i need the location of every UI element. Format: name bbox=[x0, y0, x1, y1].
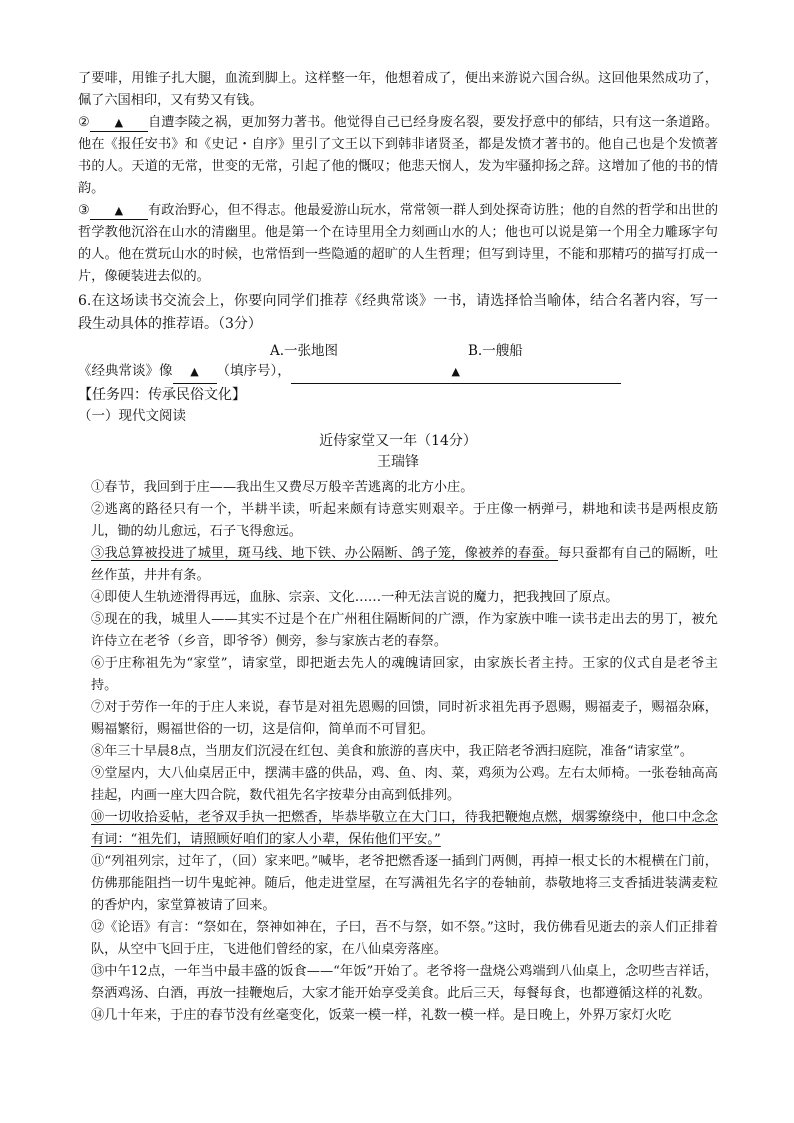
article-title: 近侍家堂又一年（14分） bbox=[319, 433, 477, 449]
paragraph-3-rest: 每只蚕都有自己的隔断，吐丝作茧，井井有条。 bbox=[91, 546, 718, 583]
triangle-icon: ▲ bbox=[451, 365, 460, 378]
paragraph-12: ⑫《论语》有言：“祭如在，祭神如神在，子曰，吾不与祭，如不祭。”这时，我仿佛看见逝去的亲人们正排着队，从空中飞回于庄，飞进他们曾经的家，在八仙桌旁落座。 bbox=[91, 920, 718, 957]
item-2-marker: ② bbox=[78, 115, 90, 130]
answer-blank-2[interactable] bbox=[90, 115, 148, 132]
item-2-text: 自遭李陵之祸，更加努力著书。他觉得自己已经身废名裂，要发抒意中的郁结，只有这一条道路。他在《报任安书》和《史记・自序》里引了文王以下到韩非诸贤圣，都是发愤才著书的。他自己也是个发愤著书的人。天道的无常，世变的无常，引起了他的慨叹；他悲天悯人，发为牢骚抑扬之辞。这增加了他的书的情韵。 bbox=[78, 115, 719, 196]
paragraph-3 bbox=[78, 543, 718, 587]
paragraph-2: ②逃离的路径只有一个，半耕半读，听起来颇有诗意实则艰辛。于庄像一柄弹弓，耕地和读书是两根皮筋儿，锄的幼儿愈远，石子飞得愈远。 bbox=[91, 502, 718, 539]
answer-blank-recommendation[interactable] bbox=[291, 360, 621, 384]
document-page bbox=[78, 68, 718, 1027]
question-6: 6.在这场读书交流会上，你要向同学们推荐《经典常谈》一书，请选择恰当喻体，结合名著内容，写一段生动具体的推荐语。（3分） bbox=[78, 293, 718, 332]
section-heading: （一）现代文阅读 bbox=[78, 408, 186, 424]
paragraph-8: ⑧年三十早晨8点，当朋友们沉浸在红包、美食和旅游的喜庆中，我正陪老爷洒扫庭院，准备“请家堂”。 bbox=[91, 744, 694, 759]
option-a: A.一张地图 bbox=[270, 343, 339, 359]
article-author: 王瑞锋 bbox=[377, 454, 419, 470]
fill-prefix: 《经典常谈》像 bbox=[78, 363, 173, 379]
paragraph-11: ⑪“列祖列宗，过年了，（回）家来吧。”喊毕，老爷把燃香逐一插到门两侧，再掉一根丈长的木棍横在门前，仿佛那能阻挡一切牛鬼蛇神。随后，他走进堂屋，在写满祖先名字的卷轴前，恭敬地将三支香插进装满麦粒的香炉内，家堂算被请了回来。 bbox=[91, 854, 718, 913]
fill-mid: （填序号）， bbox=[216, 363, 291, 379]
paragraph-5: ⑤现在的我，城里人——其实不过是个在广州租住隔断间的广漂，作为家族中唯一读书走出去的男丁，被允许侍立在老爷（乡音，即爷爷）侧旁，参与家族古老的春祭。 bbox=[91, 612, 718, 649]
continued-paragraph: 了要啡，用锥子扎大腿，血流到脚上。这样整一年，他想着成了，便出来游说六国合纵。这回他果然成功了，佩了六国相印，又有势又有钱。 bbox=[78, 71, 718, 108]
paragraph-6: ⑥于庄称祖先为“家堂”，请家堂，即把逝去先人的魂魄请回家，由家族长者主持。王家的仪式自是老爷主持。 bbox=[91, 656, 718, 693]
option-b: B.一艘船 bbox=[468, 343, 523, 359]
item-3-text: 有政治野心，但不得志。他最爱游山玩水，常常领一群人到处探奇访胜；他的自然的哲学和出世的哲学教他沉浴在山水的清幽里。他是第一个在诗里用全力刻画山水的人；他也可以说是第一个用全力雕琢字句的人。他在赏玩山水的时候，也常悟到一些隐遁的超旷的人生哲理；但写到诗里，不能和那精巧的描写打成一片，像硬装进去似的。 bbox=[78, 203, 719, 284]
item-2 bbox=[78, 112, 718, 200]
answer-blank-option[interactable] bbox=[173, 360, 217, 384]
paragraph-4: ④即使人生轨迹滑得再远，血脉、宗亲、文化……一种无法言说的魔力，把我拽回了原点。 bbox=[91, 590, 619, 605]
paragraph-13: ⑬中午12点，一年当中最丰盛的饭食——“年饭”开始了。老爷将一盘烧公鸡端到八仙桌上，念叨些吉祥话，祭洒鸡汤、白酒，再放一挂鞭炮后，大家才能开始享受美食。此后三天，每餐每食，也都遵循这样的礼数。 bbox=[91, 964, 718, 1001]
item-3 bbox=[78, 200, 718, 288]
paragraph-10: ⑩一切收拾妥帖，老爷双手执一把燃香，毕恭毕敬立在大门口，待我把鞭炮点燃，烟雾缭绕中，他口中念念有词：“祖先们，请照顾好咱们的家人小辈，保佑他们平安。” bbox=[91, 810, 718, 847]
triangle-icon: ▲ bbox=[190, 365, 199, 378]
answer-blank-3[interactable] bbox=[90, 203, 148, 220]
fill-line bbox=[78, 360, 718, 384]
paragraph-9: ⑨堂屋内，大八仙桌居正中，摆满丰盛的供品，鸡、鱼、肉、菜，鸡须为公鸡。左右太师椅。一张卷轴高高挂起，内画一座大四合院，数代祖先名字按辈分由高到低排列。 bbox=[91, 766, 718, 803]
options-row bbox=[78, 336, 718, 360]
task-heading: 【任务四：传承民俗文化】 bbox=[78, 387, 246, 403]
paragraph-14: ⑭几十年来，于庄的春节没有丝毫变化，饭菜一模一样，礼数一模一样。是日晚上，外界万家灯火吃 bbox=[91, 1008, 672, 1023]
triangle-icon: ▲ bbox=[114, 116, 124, 129]
triangle-icon: ▲ bbox=[114, 204, 124, 217]
paragraph-3-underlined: ③我总算被投进了城里，斑马线、地下铁、办公隔断、鸽子笼，像被养的春蚕。 bbox=[91, 546, 559, 561]
paragraph-7: ⑦对于劳作一年的于庄人来说，春节是对祖先恩赐的回馈，同时祈求祖先再予恩赐，赐福麦子，赐福杂麻，赐福繁衍，赐福世俗的一切，这是信仰，简单而不可冒犯。 bbox=[91, 700, 718, 737]
paragraph-1: ①春节，我回到于庄——我出生又费尽万般辛苦逃离的北方小庄。 bbox=[91, 480, 474, 495]
item-3-marker: ③ bbox=[78, 203, 90, 218]
